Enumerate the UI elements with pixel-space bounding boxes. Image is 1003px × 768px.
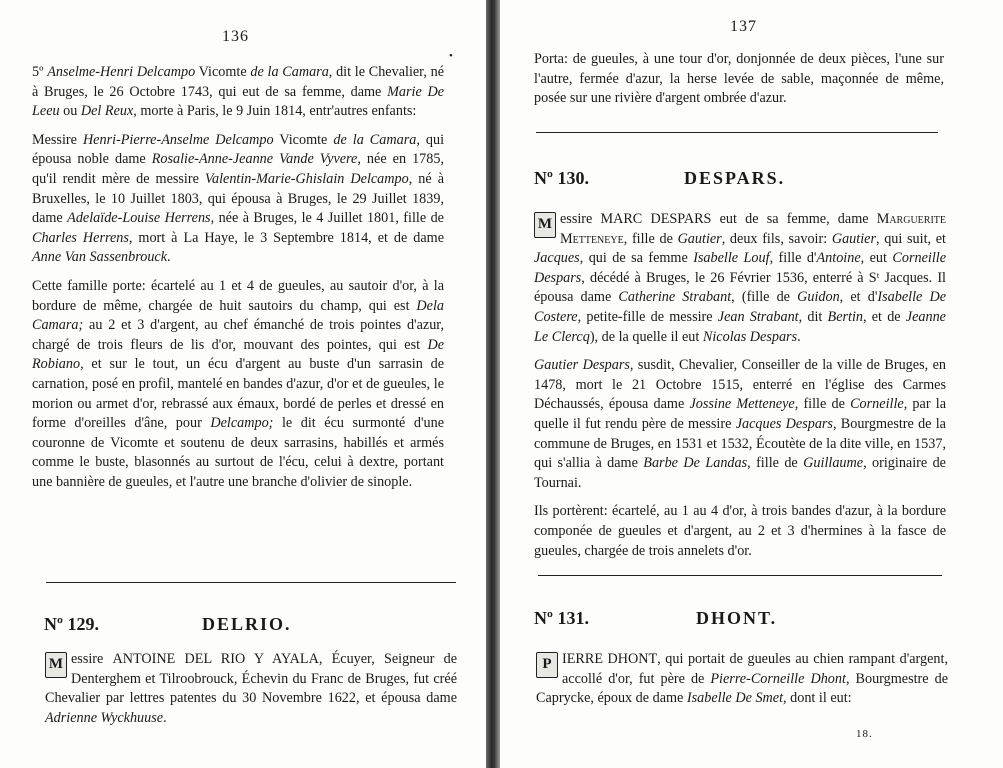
entry-family-name: DESPARS. (684, 168, 786, 188)
page-number-right: 137 (730, 18, 757, 35)
entry-text-content: essire ANTOINE DEL RIO Y AYALA, Écuyer, Seigneur de Denterghem et Tilroobrouck, Échevin du Franc de Bruges, fut créé Chevalier par lettres patentes du 30 Novembre 1622, et épousa dame Adrienne Wyckhuuse. (45, 651, 458, 726)
section-divider-right-2 (538, 575, 942, 576)
entry-text (534, 210, 946, 347)
entry-number: Nº 129. (44, 614, 99, 634)
page-number-left: 136 (222, 28, 249, 45)
entry-body-129 (45, 650, 457, 728)
entry-text (536, 650, 948, 709)
section-divider-right-1 (536, 132, 938, 133)
entry-heading-130 (534, 168, 954, 192)
right-page (500, 0, 1003, 768)
dropcap-p-icon: P (536, 652, 558, 678)
book-gutter (486, 0, 500, 768)
left-page (0, 0, 486, 768)
entry-body-130 (534, 210, 946, 570)
dropcap-m-icon: M (45, 652, 67, 678)
paragraph-henri: Messire Henri-Pierre-Anselme Delcampo Vicomte de la Camara, qui épousa noble dame Rosalie-Anne-Jeanne Vande Vyvere, née en 1785, qu'il rendit mère de messire Valentin-Marie-Ghislain Delcampo, né à Bruxelles, le 10 Juillet 1803, qui épousa à Bruges, le 29 Juillet 1839, dame Adelaïde-Louise Herrens, née à Bruges, le 4 Juillet 1801, fille de Charles Herrens, mort à La Haye, le 3 Septembre 1814, et de dame Anne Van Sassenbrouck. (32, 131, 445, 266)
entry-body-131 (536, 650, 948, 709)
dropcap-m-icon: M (534, 212, 556, 238)
section-divider-left (46, 582, 456, 583)
ink-mark: • (449, 50, 453, 62)
right-top-body (534, 50, 944, 118)
entry-heading-129 (44, 614, 464, 638)
entry-family-name: DHONT. (696, 608, 778, 628)
paragraph-anselme: 5º Anselme-Henri Delcampo Vicomte de la Camara, dit le Chevalier, né à Bruges, le 26 Octobre 1743, qui eut de sa femme, dame Marie De Leeu ou Del Reux, morte à Paris, le 9 Juin 1814, entr'autres enfants: (32, 64, 445, 120)
paragraph-arms-camara: Cette famille porte: écartelé au 1 et 4 de gueules, au sautoir d'or, à la bordure de même, chargée de huit sautoirs du champ, qui est Dela Camara; au 2 et 3 d'argent, au chef émanché de trois pointes d'azur, chargé de trois fleurs de lis d'or, mouvant des pointes, qui est De Robiano, et sur le tout, un écu d'argent au buste d'un sarrasin de carnation, posé en profil, mantelé en bandes d'azur, d'or et de gueules, le morion ou armet d'or, rebrassé aux émaux, bordé de perles et dressé en forme d'oreilles d'âne, pour Delcampo; le dit écu surmonté d'une couronne de Vicomte et soutenu de deux sarrasins, habillés et armés comme le buste, blasonnés au surtout de l'écu, celui à dextre, portant une bannière de gueules, et l'autre une branche d'olivier de sinople. (32, 277, 444, 490)
entry-number: Nº 131. (534, 608, 589, 628)
entry-text (45, 650, 457, 728)
entry-number: Nº 130. (534, 168, 589, 188)
signature-mark: 18. (856, 728, 873, 740)
entry-family-name: DELRIO. (202, 614, 292, 634)
paragraph-gautier: Gautier Despars, susdit, Chevalier, Conseiller de la ville de Bruges, en 1478, mort le 21 Octobre 1515, enterré en l'église des Carmes Déchaussés, épousa dame Jossine Metteneye, fille de Corneille, par la quelle il fut rendu père de messire Jacques Despars, Bourgmestre de la commune de Bruges, en 1531 et 1532, Écoutète de la dite ville, en 1537, qui s'allia à dame Barbe De Landas, fille de Guillaume, originaire de Tournai. (534, 357, 946, 491)
entry-text-content: essire MARC DESPARS eut de sa femme, dame Marguerite Metteneye, fille de Gautier, deux fils, savoir: Gautier, qui suit, et Jacques, qui de sa femme Isabelle Louf, fille d'Antoine, eut Corneille Despars, décédé à Bruges, le 26 Février 1536, enterré à Sᵗ Jacques. Il épousa dame Catherine Strabant, (fille de Guidon, et d'Isabelle De Costere, petite-fille de messire Jean Strabant, dit Bertin, et de Jeanne Le Clercq), de la quelle il eut Nicolas Despars. (534, 211, 946, 345)
left-body (32, 63, 444, 501)
paragraph-porta: Porta: de gueules, à une tour d'or, donjonnée de deux pièces, l'une sur l'autre, fermée d'azur, la herse levée de sable, maçonnée de même, posée sur une rivière d'argent ombrée d'azur. (534, 51, 944, 107)
paragraph-arms-despars: Ils portèrent: écartelé, au 1 au 4 d'or, à trois bandes d'azur, à la bordure componée de gueules et d'argent, au 2 et 3 d'hermines à la fasce de gueules, chargée de trois annelets d'or. (534, 503, 946, 559)
entry-heading-131 (534, 608, 954, 632)
entry-text-content: IERRE DHONT, qui portait de gueules au chien rampant d'argent, accollé d'or, fut père de Pierre-Corneille Dhont, Bourgmestre de Caprycke, époux de dame Isabelle De Smet, dont il eut: (536, 651, 948, 707)
